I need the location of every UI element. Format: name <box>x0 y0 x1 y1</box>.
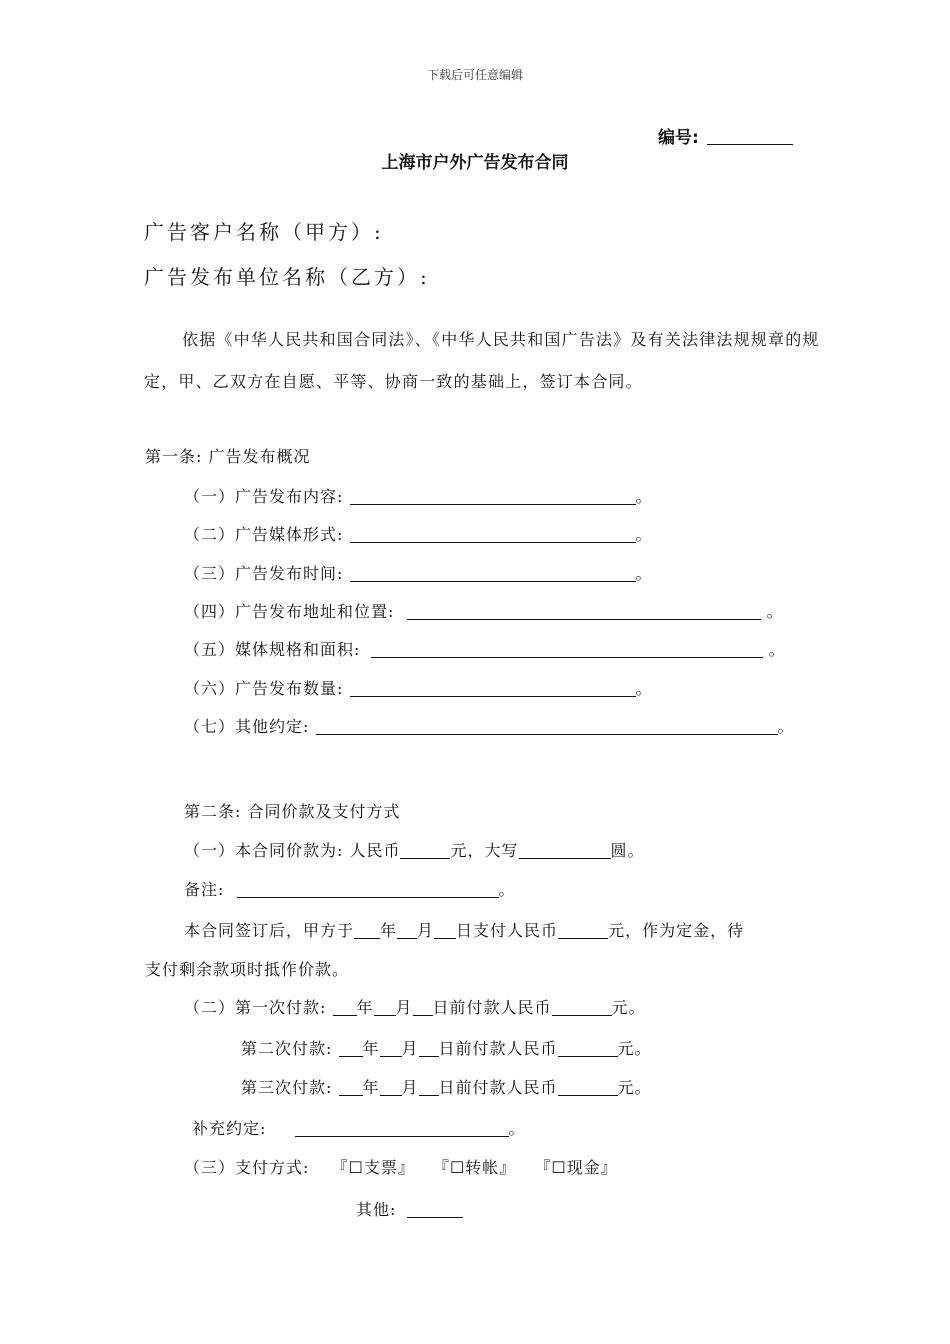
payment-1-month-blank[interactable] <box>374 999 396 1016</box>
payment-2-month-blank[interactable] <box>380 1040 402 1057</box>
party-b-label: 广告发布单位名称（乙方）: <box>144 265 430 289</box>
article1-item-2: （二）广告媒体形式: 。 <box>184 525 653 544</box>
payment-3-month-blank[interactable] <box>380 1079 402 1096</box>
number-label: 编号: <box>658 128 699 148</box>
number-blank[interactable] <box>707 129 793 145</box>
deposit-line-2: 支付剩余款项时抵作价款。 <box>145 960 350 979</box>
payment-1-day-blank[interactable] <box>413 999 433 1016</box>
remark-line: 备注: 。 <box>184 880 516 899</box>
price-uppercase-blank[interactable] <box>519 842 611 859</box>
article1-item-1: （一）广告发布内容: 。 <box>184 487 653 506</box>
article1-item-2-blank[interactable] <box>350 526 636 543</box>
payment-2: 第二次付款: 年 月 日前付款人民币 元。 <box>241 1039 652 1058</box>
payment-1-year-blank[interactable] <box>333 999 357 1016</box>
page-title: 上海市户外广告发布合同 <box>381 153 569 173</box>
article1-item-5-blank[interactable] <box>371 641 763 658</box>
payment-method-line: （三）支付方式: 『☐支票』 『☐转帐』 『☐现金』 <box>184 1158 618 1177</box>
supplement-line: 补充约定: 。 <box>192 1119 526 1138</box>
price-amount-blank[interactable] <box>400 842 450 859</box>
deposit-day-blank[interactable] <box>434 922 456 939</box>
payment-1: （二）第一次付款: 年 月 日前付款人民币 元。 <box>184 998 646 1017</box>
method-option-cheque[interactable]: 『☐支票』 <box>331 1158 415 1177</box>
payment-2-amount-blank[interactable] <box>558 1040 618 1057</box>
preamble: 依据《中华人民共和国合同法》、《中华人民共和国广告法》及有关法律法规规章的规定，甲、乙双方在自愿、平等、协商一致的基础上，签订本合同。 <box>144 330 820 391</box>
payment-3-amount-blank[interactable] <box>558 1079 618 1096</box>
contract-number <box>658 123 793 148</box>
article1-item-5: （五）媒体规格和面积: 。 <box>184 640 786 659</box>
other-method-blank[interactable] <box>407 1201 463 1218</box>
article1-item-4: （四）广告发布地址和位置: 。 <box>184 602 784 621</box>
party-a-label: 广告客户名称（甲方）: <box>144 220 384 244</box>
header-note: 下载后可任意编辑 <box>426 68 523 82</box>
deposit-month-blank[interactable] <box>397 922 417 939</box>
payment-3: 第三次付款: 年 月 日前付款人民币 元。 <box>241 1078 652 1097</box>
article2-title: 第二条: 合同价款及支付方式 <box>184 802 401 821</box>
method-option-cash[interactable]: 『☐现金』 <box>534 1158 618 1177</box>
article1-item-3: （三）广告发布时间: 。 <box>184 564 653 583</box>
article1-item-7-blank[interactable] <box>316 718 778 735</box>
supplement-blank[interactable] <box>295 1120 509 1137</box>
deposit-amount-blank[interactable] <box>558 922 608 939</box>
method-option-transfer[interactable]: 『☐转帐』 <box>432 1158 517 1177</box>
deposit-year-blank[interactable] <box>354 922 380 939</box>
deposit-line: 本合同签订后，甲方于 年 月 日支付人民币 元，作为定金，待 <box>184 921 745 940</box>
payment-3-day-blank[interactable] <box>419 1079 439 1096</box>
payment-2-day-blank[interactable] <box>419 1040 439 1057</box>
article1-item-3-blank[interactable] <box>350 565 636 582</box>
article1-item-6: （六）广告发布数量: 。 <box>184 679 653 698</box>
article1-item-1-blank[interactable] <box>350 488 636 505</box>
payment-3-year-blank[interactable] <box>339 1079 363 1096</box>
payment-2-year-blank[interactable] <box>339 1040 363 1057</box>
article1-item-6-blank[interactable] <box>350 680 636 697</box>
price-line: （一）本合同价款为: 人民币 元，大写 圆。 <box>184 841 645 860</box>
article1-item-4-blank[interactable] <box>407 603 761 620</box>
article1-item-7: （七）其他约定: 。 <box>184 717 795 736</box>
remark-blank[interactable] <box>237 881 499 898</box>
other-method-line: 其他: <box>356 1197 463 1220</box>
payment-1-amount-blank[interactable] <box>552 999 612 1016</box>
article1-title: 第一条: 广告发布概况 <box>145 447 311 466</box>
